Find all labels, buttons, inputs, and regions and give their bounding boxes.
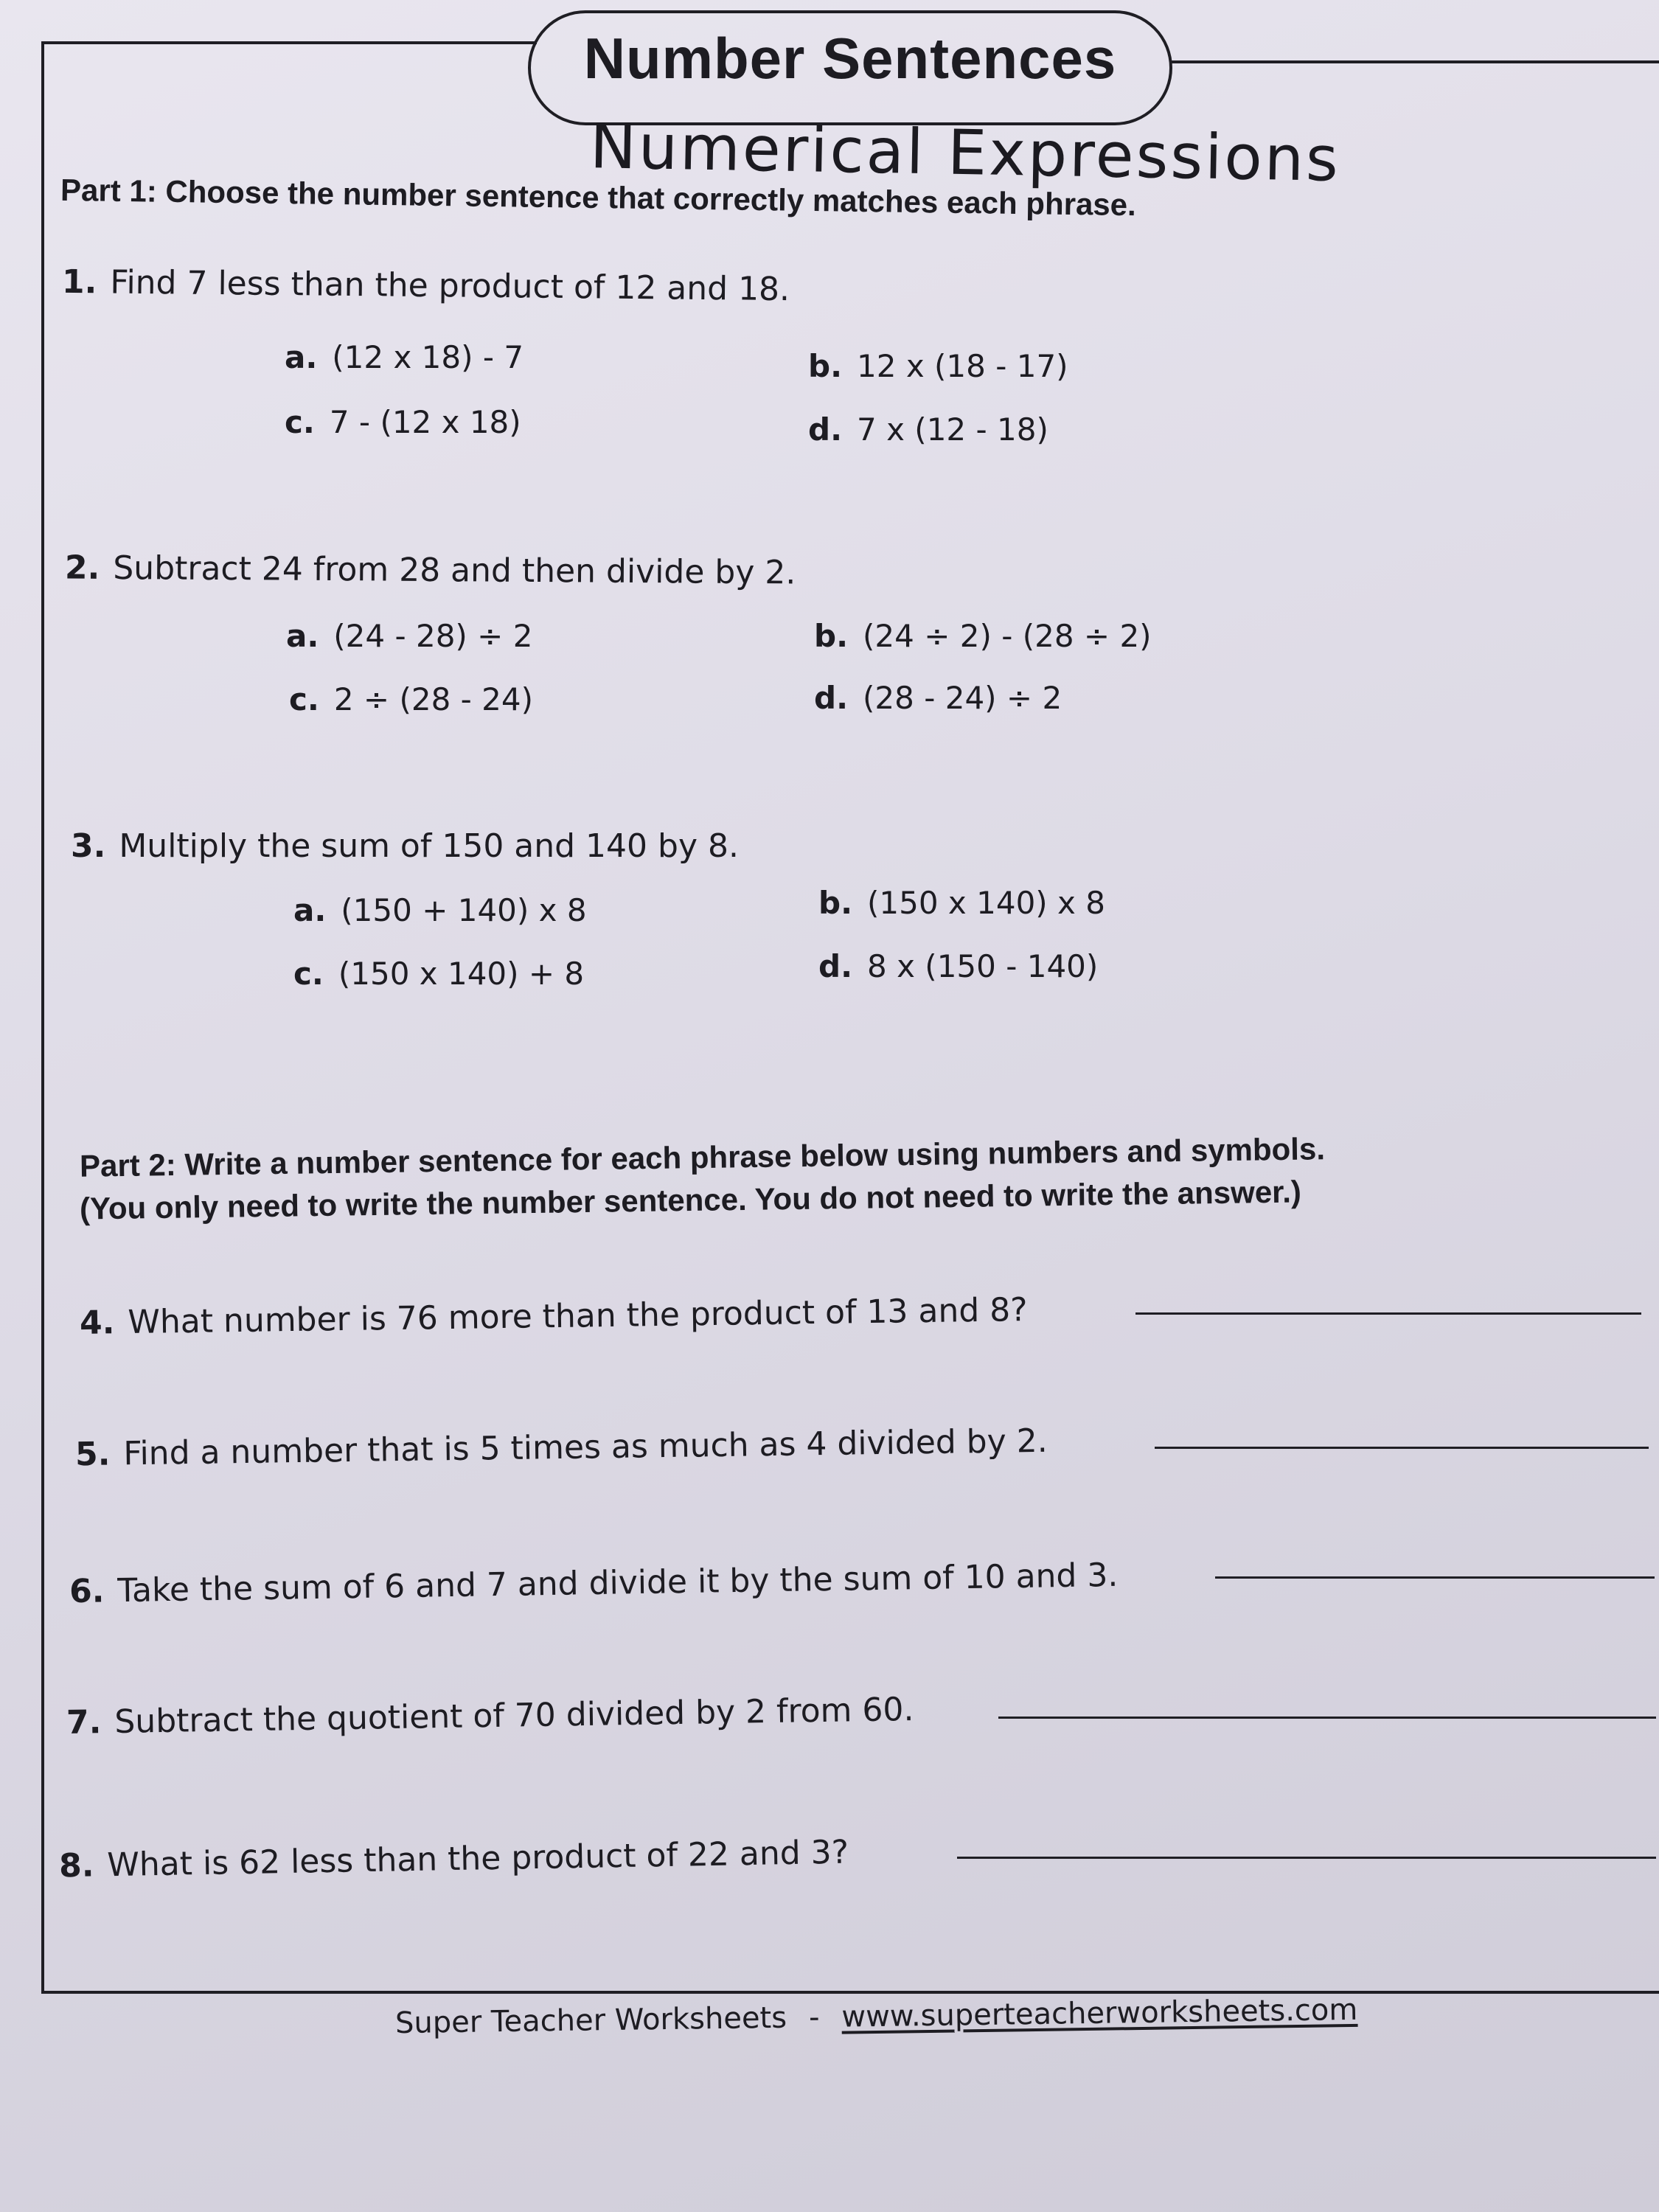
footer-url-link[interactable]: www.superteacherworksheets.com [841,1992,1358,2034]
choice-letter: c. [289,681,319,717]
choice-text: (150 + 140) x 8 [341,892,587,928]
choice-2c [289,681,533,717]
question-text: What is 62 less than the product of 22 and 3? [106,1833,849,1885]
part2-heading-line1: Part 2: Write a number sentence for each phrase below using numbers and symbols. [79,1131,1326,1183]
choice-3c [293,956,584,992]
answer-line-5[interactable] [1155,1447,1649,1449]
choice-letter: b. [818,885,853,921]
choice-3a [293,892,587,928]
choice-letter: b. [814,618,849,654]
answer-line-6[interactable] [1215,1576,1655,1579]
choice-text: (28 - 24) ÷ 2 [863,680,1062,716]
answer-line-4[interactable] [1135,1312,1641,1315]
question-text: Take the sum of 6 and 7 and divide it by the sum of 10 and 3. [117,1556,1119,1610]
choice-2b [814,618,1152,654]
choice-1c [285,404,521,440]
choice-3b [818,885,1105,921]
choice-1d [808,411,1048,448]
choice-text: (24 ÷ 2) - (28 ÷ 2) [863,618,1152,654]
question-text: Multiply the sum of 150 and 140 by 8. [119,827,739,865]
choice-letter: a. [293,892,327,928]
question-number: 1. [61,262,97,302]
question-text: Subtract 24 from 28 and then divide by 2. [113,549,796,592]
choice-text: 2 ÷ (28 - 24) [333,681,533,717]
choice-letter: a. [285,339,318,375]
question-text: Subtract the quotient of 70 divided by 2 from 60. [114,1690,914,1741]
choice-1b [808,348,1068,384]
question-number: 6. [69,1572,105,1611]
choice-2d [814,680,1062,716]
choice-letter: c. [293,956,324,992]
question-number: 3. [71,827,106,865]
answer-line-7[interactable] [998,1717,1656,1719]
choice-text: (150 x 140) x 8 [867,885,1105,921]
choice-letter: d. [818,948,853,984]
choice-letter: a. [286,618,319,654]
footer-separator: - [808,2000,820,2035]
question-2 [65,549,796,592]
choice-letter: b. [808,348,843,384]
choice-text: 8 x (150 - 140) [867,948,1099,984]
question-3 [71,827,739,865]
choice-2a [286,618,532,654]
choice-letter: c. [285,404,315,440]
question-number: 4. [79,1304,115,1342]
choice-1a [285,339,524,375]
choice-text: (150 x 140) + 8 [338,956,585,992]
question-1 [62,263,790,308]
footer [395,1993,1358,2040]
part1-heading: Part 1: Choose the number sentence that correctly matches each phrase. [60,172,1137,223]
question-number: 8. [58,1846,94,1885]
question-number: 2. [64,549,100,587]
question-text: Find a number that is 5 times as much as 4 divided by 2. [123,1422,1048,1473]
choice-letter: d. [808,411,843,448]
handwritten-title: Numerical Expressions [589,110,1341,195]
footer-brand: Super Teacher Worksheets [394,2000,787,2041]
border-top-right [1169,60,1659,63]
choice-3d [818,948,1098,984]
question-number: 5. [74,1435,111,1474]
page-title: Number Sentences [583,26,1117,91]
part2-heading-line2: (You only need to write the number sentence. You do not need to write the answer.) [79,1174,1302,1226]
choice-letter: d. [814,680,849,716]
choice-text: 7 x (12 - 18) [857,411,1048,448]
question-number: 7. [66,1703,102,1742]
choice-text: 7 - (12 x 18) [329,404,521,440]
choice-text: (24 - 28) ÷ 2 [333,618,533,654]
answer-line-8[interactable] [957,1857,1656,1859]
choice-text: 12 x (18 - 17) [857,348,1068,384]
question-text: Find 7 less than the product of 12 and 18. [110,263,790,309]
question-text: What number is 76 more than the product of 13 and 8? [128,1291,1028,1342]
choice-text: (12 x 18) - 7 [332,339,524,375]
border-top-left [41,41,537,44]
